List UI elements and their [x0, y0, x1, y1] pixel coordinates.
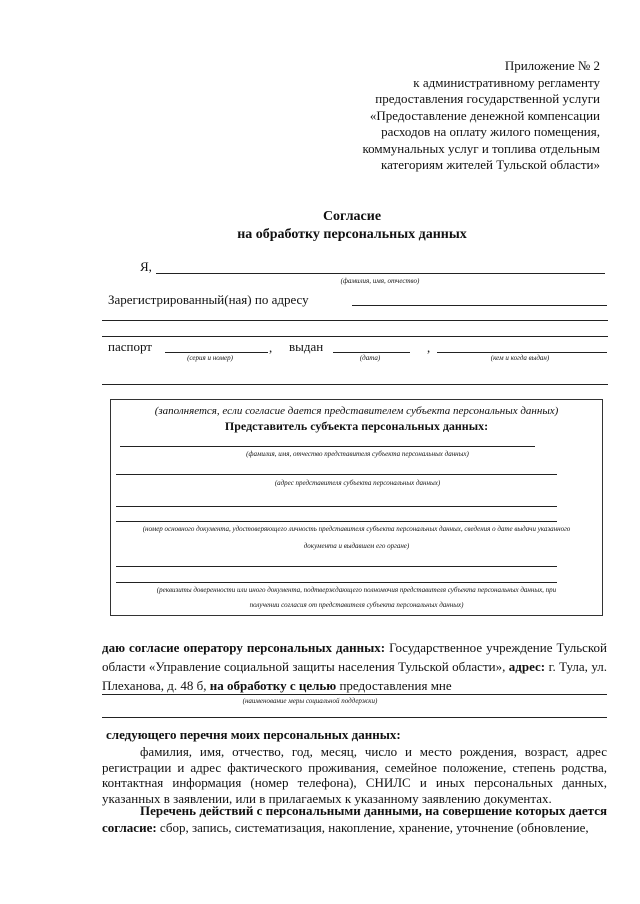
issued-label: выдан — [289, 339, 324, 354]
appendix-block — [362, 58, 600, 174]
document-title — [0, 208, 640, 244]
appendix-line: категориям жителей Тульской области» — [380, 157, 600, 172]
rep-fio-caption: (фамилия, имя, отчество представителя субъекта персональных данных) — [246, 450, 469, 458]
rep-power-line-2[interactable] — [116, 582, 557, 583]
appendix-line: предоставления государственной услуги — [375, 91, 600, 106]
date-caption: (дата) — [359, 354, 381, 362]
series-caption: (серия и номер) — [187, 354, 233, 362]
passport-label: паспорт — [108, 339, 152, 354]
passport-series-line[interactable] — [165, 352, 268, 353]
actions-lead: Перечень действий с персональными данными, на совершение которых дается согласие: — [102, 803, 607, 835]
rep-document-caption-2: документа и выдавшем его органе) — [303, 542, 410, 550]
address-line-1[interactable] — [352, 305, 607, 306]
list-heading: следующего перечня моих персональных данных: — [106, 727, 401, 742]
passport-comma: , — [269, 340, 273, 355]
i-label: Я, — [140, 259, 152, 274]
appendix-line: коммунальных услуг и топлива отдельным — [362, 140, 600, 156]
rep-power-caption-1: (реквизиты доверенности или иного документа, подтверждающего полномочия представителя субъекта персональных данных, при — [156, 586, 557, 594]
measure-caption: (наименование меры социальной поддержки) — [242, 697, 378, 705]
fio-caption: (фамилия, имя, отчество) — [340, 277, 420, 285]
measure-line-2[interactable] — [102, 717, 607, 718]
appendix-line: Приложение № 2 — [504, 58, 600, 73]
issued-by-line[interactable] — [437, 352, 607, 353]
rep-power-caption-2: получении согласия от представителя субъекта персональных данных) — [249, 601, 464, 609]
registered-label: Зарегистрированный(ная) по адресу — [108, 292, 309, 307]
list-text: фамилия, имя, отчество, год, месяц, число и место рождения, возраст, адрес регистрации и адрес фактического проживания, семейное положение, степень родства, контактная информация (номер телефона), СНИЛС и иных персональных данных, указанных в заявлении, или в прилагаемых к указанному заявлению документах. — [102, 744, 607, 806]
fio-line[interactable] — [156, 273, 605, 274]
issued-comma: , — [427, 340, 431, 355]
purpose-text: предоставления мне — [336, 678, 452, 693]
operator-address: г. Тула, ул. Плеханова, д. 48 б, — [102, 659, 607, 693]
measure-line[interactable] — [102, 694, 607, 695]
issued-by-line-2[interactable] — [102, 384, 608, 385]
representative-note: (заполняется, если согласие дается представителем субъекта персональных данных) — [154, 405, 559, 417]
rep-address-line[interactable] — [116, 474, 557, 475]
rep-power-line-1[interactable] — [116, 566, 557, 567]
issue-date-line[interactable] — [333, 352, 410, 353]
rep-fio-line[interactable] — [120, 446, 535, 447]
appendix-line: «Предоставление денежной компенсации — [369, 107, 600, 123]
actions-paragraph — [102, 802, 607, 836]
address-label: адрес: — [508, 659, 546, 674]
appendix-line: к административному регламенту — [413, 74, 600, 90]
rep-address-caption: (адрес представителя субъекта персональных данных) — [274, 479, 441, 487]
actions-list: сбор, запись, систематизация, накопление, хранение, уточнение (обновление, — [156, 820, 589, 835]
address-line-3[interactable] — [102, 336, 608, 337]
title-line-1: Согласие — [322, 209, 382, 224]
purpose-label: на обработку с целью — [209, 678, 337, 693]
rep-document-line-1[interactable] — [116, 506, 557, 507]
by-whom-caption: (кем и когда выдан) — [490, 354, 550, 362]
operator-name: Государственное учреждение Тульской области «Управление социальной защиты населения Тульской области», — [102, 640, 608, 674]
address-line-2[interactable] — [102, 320, 608, 321]
consent-paragraph — [102, 638, 607, 695]
representative-heading: Представитель субъекта персональных данных: — [224, 419, 489, 433]
rep-document-caption-1: (номер основного документа, удостоверяющего личность представителя субъекта персональных данных, сведения о дате выдачи указанного — [142, 525, 571, 533]
consent-lead: даю согласие оператору персональных данных: — [102, 640, 386, 655]
rep-document-line-2[interactable] — [116, 521, 557, 522]
appendix-line: расходов на оплату жилого помещения, — [381, 124, 600, 139]
title-line-2: на обработку персональных данных — [237, 227, 467, 242]
